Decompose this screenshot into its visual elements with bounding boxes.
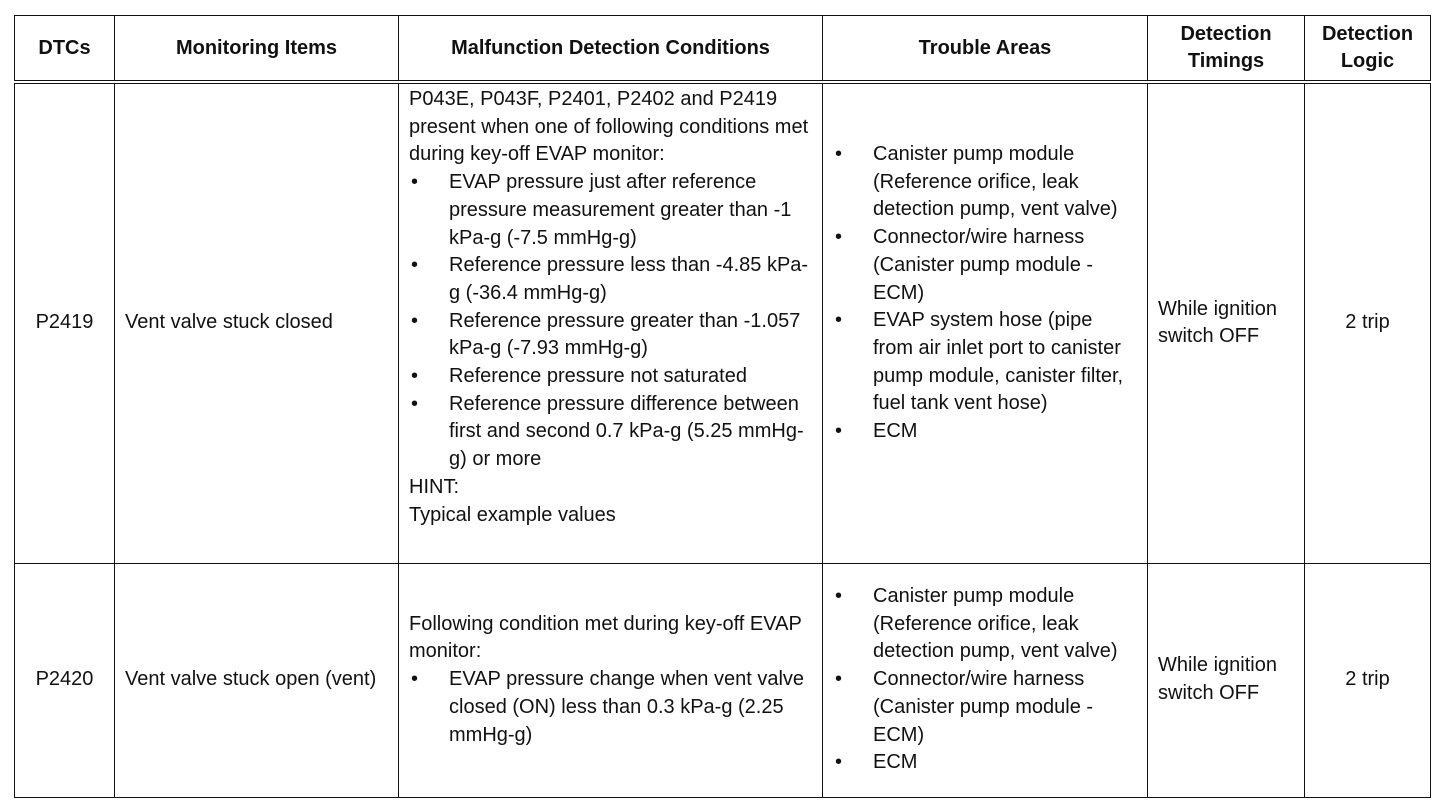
list-item: • Connector/wire harness (Canister pump module - ECM) [835,668,1094,746]
areas-list [833,583,1137,777]
conditions-intro: P043E, P043F, P2401, P2402 and P2419 present when one of following conditions met during key-off EVAP monitor: [409,88,809,166]
header-detection-logic [1305,16,1431,83]
bullet: • [411,171,419,194]
table-row [15,563,1431,797]
header-row [15,16,1431,83]
list-item: • Reference pressure greater than -1.057 kPa-g (-7.93 mmHg-g) [411,309,801,360]
bullet: • [411,254,419,277]
bullet: • [411,309,419,332]
bullet: • [835,420,843,443]
header-monitoring-items: Monitoring Items [115,16,399,83]
bullet: • [835,668,843,691]
bullet: • [835,585,843,608]
trouble-areas [823,563,1148,797]
bullet: • [411,365,419,388]
detection-timing: While ignition switch OFF [1148,82,1305,563]
bullet: • [835,226,843,249]
list-item: • EVAP system hose (pipe from air inlet port to canister pump module, canister filter, fuel tank vent hose) [835,309,1124,415]
list-item: • EVAP pressure just after reference pressure measurement greater than -1 kPa-g (-7.5 mmHg-g) [411,171,792,249]
dtc-code: P2419 [15,82,115,563]
monitoring-item: Vent valve stuck closed [115,82,399,563]
bullet: • [835,751,843,774]
detection-logic: 2 trip [1305,82,1431,563]
table-row [15,82,1431,563]
conditions-list [409,666,812,749]
hint-text: Typical example values [409,503,616,526]
header-timings-line2: Timings [1187,50,1265,72]
monitoring-item: Vent valve stuck open (vent) [115,563,399,797]
list-item: • ECM [833,418,1137,446]
header-detection-timings [1148,16,1305,83]
dtc-table [14,15,1431,798]
header-logic-line2: Logic [1340,50,1395,72]
trouble-areas [823,82,1148,563]
header-malfunction-conditions: Malfunction Detection Conditions [399,16,823,83]
detection-logic: 2 trip [1305,563,1431,797]
bullet: • [411,668,419,691]
list-item: • Canister pump module (Reference orifice, leak detection pump, vent valve) [835,143,1118,221]
header-logic-line1: Detection [1321,23,1414,45]
list-item: • Canister pump module (Reference orifice, leak detection pump, vent valve) [835,585,1118,663]
list-item: • Connector/wire harness (Canister pump module - ECM) [835,226,1094,304]
malfunction-conditions [399,82,823,563]
bullet: • [835,309,843,332]
areas-list [833,141,1137,446]
conditions-list [409,169,812,474]
list-item: • Reference pressure less than -4.85 kPa-g (-36.4 mmHg-g) [411,254,809,304]
header-timings-line1: Detection [1180,23,1272,45]
dtc-code: P2420 [15,563,115,797]
list-item: • ECM [833,749,1137,777]
list-item: • Reference pressure not saturated [409,363,812,391]
list-item: • Reference pressure difference between first and second 0.7 kPa-g (5.25 mmHg-g) or more [411,392,804,471]
conditions-intro: Following condition met during key-off EVAP monitor: [409,612,802,663]
header-dtcs: DTCs [15,16,115,83]
list-item: • EVAP pressure change when vent valve closed (ON) less than 0.3 kPa-g (2.25 mmHg-g) [411,668,805,746]
bullet: • [411,392,419,415]
bullet: • [835,143,843,165]
malfunction-conditions [399,563,823,797]
hint-label: HINT: [409,475,459,498]
header-trouble-areas: Trouble Areas [823,16,1148,83]
detection-timing: While ignition switch OFF [1148,563,1305,797]
